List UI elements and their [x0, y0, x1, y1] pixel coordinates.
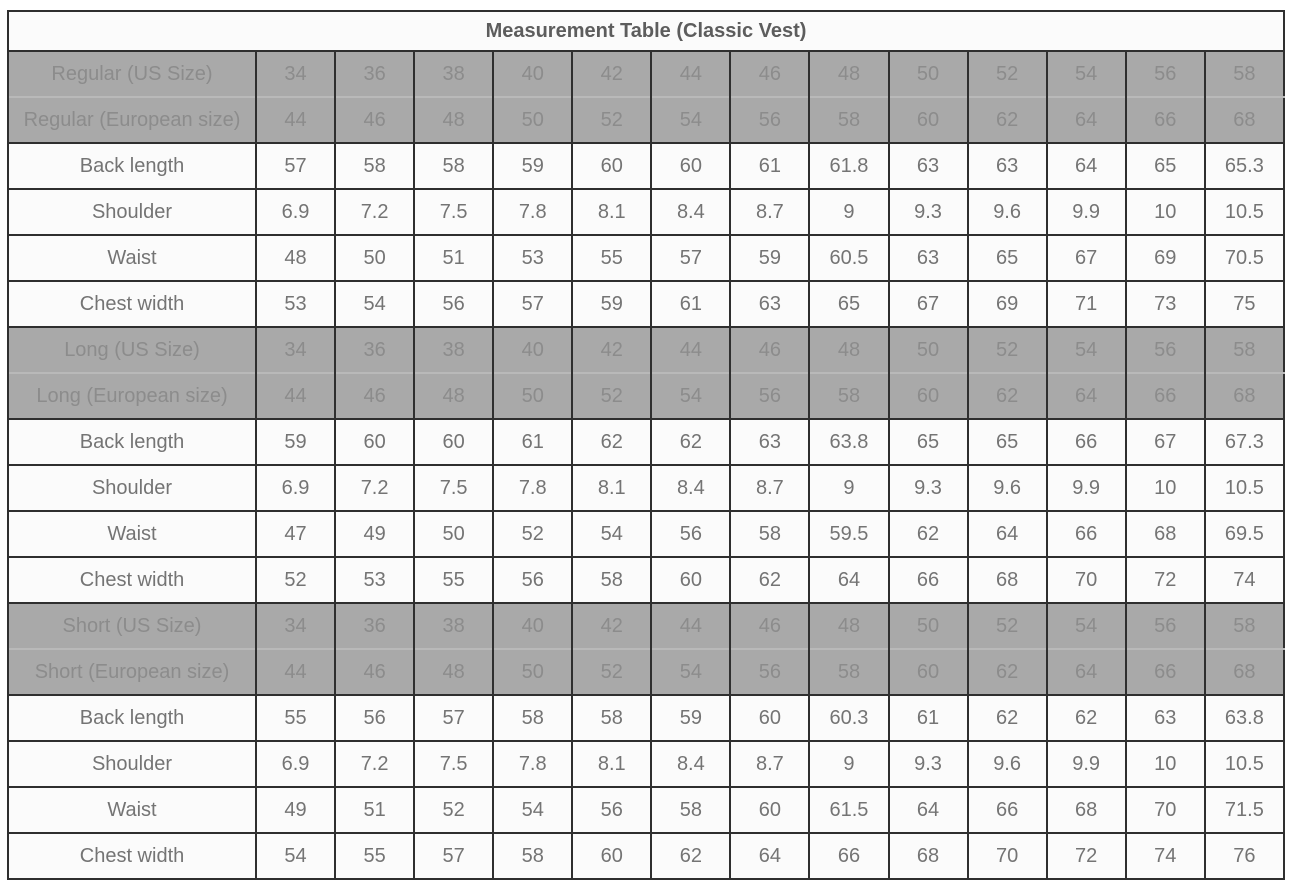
value-cell: 75 — [1205, 281, 1284, 327]
value-cell: 59.5 — [809, 511, 888, 557]
value-cell: 58 — [730, 511, 809, 557]
value-cell: 8.4 — [651, 465, 730, 511]
value-cell: 6.9 — [256, 741, 335, 787]
value-cell: 60 — [730, 695, 809, 741]
value-cell: 58 — [1205, 51, 1284, 97]
value-cell: 7.8 — [493, 189, 572, 235]
value-cell: 72 — [1047, 833, 1126, 879]
value-cell: 59 — [572, 281, 651, 327]
value-cell: 65 — [889, 419, 968, 465]
value-cell: 48 — [809, 327, 888, 373]
value-cell: 62 — [730, 557, 809, 603]
value-cell: 69 — [1126, 235, 1205, 281]
value-cell: 34 — [256, 603, 335, 649]
measurement-row — [8, 833, 1284, 879]
value-cell: 68 — [1205, 373, 1284, 419]
value-cell: 49 — [256, 787, 335, 833]
value-cell: 10.5 — [1205, 741, 1284, 787]
row-label-cell: Chest width — [8, 833, 256, 879]
size-header-row — [8, 327, 1284, 373]
row-label-cell: Shoulder — [8, 465, 256, 511]
value-cell: 52 — [493, 511, 572, 557]
measurement-row — [8, 235, 1284, 281]
measurement-row — [8, 511, 1284, 557]
size-header-row — [8, 97, 1284, 143]
value-cell: 56 — [730, 649, 809, 695]
value-cell: 64 — [889, 787, 968, 833]
value-cell: 10 — [1126, 741, 1205, 787]
value-cell: 50 — [889, 327, 968, 373]
table-title-row — [8, 11, 1284, 51]
value-cell: 51 — [335, 787, 414, 833]
value-cell: 65 — [968, 419, 1047, 465]
value-cell: 10 — [1126, 465, 1205, 511]
value-cell: 50 — [889, 603, 968, 649]
value-cell: 69 — [968, 281, 1047, 327]
value-cell: 63 — [889, 143, 968, 189]
value-cell: 54 — [572, 511, 651, 557]
value-cell: 7.5 — [414, 189, 493, 235]
measurement-row — [8, 143, 1284, 189]
measurement-row — [8, 787, 1284, 833]
value-cell: 52 — [968, 603, 1047, 649]
value-cell: 74 — [1126, 833, 1205, 879]
value-cell: 60 — [889, 373, 968, 419]
value-cell: 9 — [809, 189, 888, 235]
value-cell: 66 — [1126, 649, 1205, 695]
value-cell: 52 — [256, 557, 335, 603]
value-cell: 66 — [889, 557, 968, 603]
row-label-cell: Back length — [8, 143, 256, 189]
value-cell: 34 — [256, 327, 335, 373]
value-cell: 61.5 — [809, 787, 888, 833]
value-cell: 10.5 — [1205, 465, 1284, 511]
value-cell: 67.3 — [1205, 419, 1284, 465]
value-cell: 44 — [256, 373, 335, 419]
value-cell: 56 — [730, 97, 809, 143]
value-cell: 36 — [335, 51, 414, 97]
row-label-cell: Waist — [8, 235, 256, 281]
value-cell: 52 — [968, 51, 1047, 97]
value-cell: 8.7 — [730, 741, 809, 787]
value-cell: 9.3 — [889, 465, 968, 511]
value-cell: 47 — [256, 511, 335, 557]
value-cell: 60 — [414, 419, 493, 465]
value-cell: 54 — [651, 649, 730, 695]
value-cell: 62 — [968, 649, 1047, 695]
value-cell: 69.5 — [1205, 511, 1284, 557]
row-label-cell: Shoulder — [8, 189, 256, 235]
value-cell: 42 — [572, 327, 651, 373]
value-cell: 53 — [493, 235, 572, 281]
value-cell: 58 — [1205, 327, 1284, 373]
value-cell: 60 — [651, 557, 730, 603]
value-cell: 8.1 — [572, 741, 651, 787]
row-label-cell: Chest width — [8, 281, 256, 327]
value-cell: 50 — [493, 97, 572, 143]
value-cell: 42 — [572, 603, 651, 649]
value-cell: 63.8 — [809, 419, 888, 465]
value-cell: 55 — [414, 557, 493, 603]
value-cell: 56 — [1126, 327, 1205, 373]
value-cell: 56 — [414, 281, 493, 327]
value-cell: 7.2 — [335, 189, 414, 235]
value-cell: 8.7 — [730, 189, 809, 235]
value-cell: 44 — [651, 51, 730, 97]
value-cell: 44 — [256, 649, 335, 695]
value-cell: 58 — [809, 373, 888, 419]
value-cell: 57 — [493, 281, 572, 327]
value-cell: 62 — [968, 695, 1047, 741]
value-cell: 48 — [809, 603, 888, 649]
value-cell: 48 — [809, 51, 888, 97]
value-cell: 74 — [1205, 557, 1284, 603]
measurement-row — [8, 741, 1284, 787]
value-cell: 62 — [889, 511, 968, 557]
value-cell: 44 — [651, 603, 730, 649]
value-cell: 56 — [493, 557, 572, 603]
measurement-row — [8, 189, 1284, 235]
value-cell: 62 — [1047, 695, 1126, 741]
value-cell: 48 — [256, 235, 335, 281]
value-cell: 48 — [414, 373, 493, 419]
value-cell: 9.6 — [968, 189, 1047, 235]
value-cell: 9 — [809, 741, 888, 787]
value-cell: 68 — [1205, 649, 1284, 695]
value-cell: 50 — [493, 373, 572, 419]
size-header-row — [8, 649, 1284, 695]
measurement-row — [8, 557, 1284, 603]
measurement-table — [7, 10, 1285, 880]
value-cell: 64 — [1047, 143, 1126, 189]
value-cell: 60 — [335, 419, 414, 465]
value-cell: 61 — [889, 695, 968, 741]
value-cell: 68 — [889, 833, 968, 879]
value-cell: 61 — [493, 419, 572, 465]
value-cell: 64 — [1047, 373, 1126, 419]
value-cell: 54 — [1047, 327, 1126, 373]
value-cell: 62 — [968, 373, 1047, 419]
value-cell: 62 — [968, 97, 1047, 143]
value-cell: 56 — [651, 511, 730, 557]
measurement-row — [8, 695, 1284, 741]
value-cell: 9.9 — [1047, 189, 1126, 235]
value-cell: 6.9 — [256, 465, 335, 511]
value-cell: 70.5 — [1205, 235, 1284, 281]
value-cell: 64 — [1047, 97, 1126, 143]
size-header-row — [8, 51, 1284, 97]
value-cell: 72 — [1126, 557, 1205, 603]
value-cell: 57 — [651, 235, 730, 281]
value-cell: 76 — [1205, 833, 1284, 879]
value-cell: 46 — [335, 373, 414, 419]
value-cell: 44 — [651, 327, 730, 373]
value-cell: 46 — [730, 603, 809, 649]
value-cell: 60.5 — [809, 235, 888, 281]
value-cell: 52 — [572, 649, 651, 695]
value-cell: 67 — [889, 281, 968, 327]
value-cell: 66 — [1047, 511, 1126, 557]
value-cell: 61.8 — [809, 143, 888, 189]
value-cell: 40 — [493, 327, 572, 373]
value-cell: 59 — [256, 419, 335, 465]
value-cell: 70 — [1047, 557, 1126, 603]
value-cell: 46 — [335, 649, 414, 695]
row-label-cell: Back length — [8, 419, 256, 465]
value-cell: 65 — [1126, 143, 1205, 189]
value-cell: 68 — [1126, 511, 1205, 557]
value-cell: 60 — [572, 833, 651, 879]
value-cell: 60.3 — [809, 695, 888, 741]
value-cell: 7.2 — [335, 465, 414, 511]
value-cell: 7.8 — [493, 465, 572, 511]
value-cell: 54 — [651, 97, 730, 143]
value-cell: 54 — [335, 281, 414, 327]
value-cell: 68 — [1205, 97, 1284, 143]
value-cell: 7.5 — [414, 465, 493, 511]
value-cell: 61 — [651, 281, 730, 327]
row-label-cell: Regular (European size) — [8, 97, 256, 143]
value-cell: 38 — [414, 51, 493, 97]
value-cell: 52 — [968, 327, 1047, 373]
value-cell: 54 — [651, 373, 730, 419]
value-cell: 50 — [493, 649, 572, 695]
value-cell: 9.9 — [1047, 465, 1126, 511]
value-cell: 64 — [1047, 649, 1126, 695]
value-cell: 59 — [651, 695, 730, 741]
measurement-row — [8, 419, 1284, 465]
value-cell: 66 — [968, 787, 1047, 833]
value-cell: 56 — [1126, 51, 1205, 97]
row-label-cell: Chest width — [8, 557, 256, 603]
value-cell: 46 — [730, 327, 809, 373]
value-cell: 60 — [889, 97, 968, 143]
value-cell: 9 — [809, 465, 888, 511]
value-cell: 8.7 — [730, 465, 809, 511]
value-cell: 54 — [1047, 603, 1126, 649]
size-header-row — [8, 603, 1284, 649]
value-cell: 58 — [335, 143, 414, 189]
value-cell: 66 — [809, 833, 888, 879]
row-label-cell: Shoulder — [8, 741, 256, 787]
value-cell: 8.4 — [651, 741, 730, 787]
value-cell: 57 — [256, 143, 335, 189]
value-cell: 64 — [809, 557, 888, 603]
value-cell: 50 — [335, 235, 414, 281]
value-cell: 58 — [1205, 603, 1284, 649]
value-cell: 48 — [414, 649, 493, 695]
value-cell: 58 — [493, 695, 572, 741]
value-cell: 65 — [968, 235, 1047, 281]
value-cell: 68 — [968, 557, 1047, 603]
value-cell: 64 — [730, 833, 809, 879]
value-cell: 56 — [335, 695, 414, 741]
value-cell: 50 — [414, 511, 493, 557]
value-cell: 9.3 — [889, 189, 968, 235]
value-cell: 53 — [256, 281, 335, 327]
value-cell: 67 — [1047, 235, 1126, 281]
value-cell: 58 — [414, 143, 493, 189]
value-cell: 9.6 — [968, 465, 1047, 511]
value-cell: 48 — [414, 97, 493, 143]
row-label-cell: Waist — [8, 511, 256, 557]
value-cell: 59 — [730, 235, 809, 281]
value-cell: 46 — [730, 51, 809, 97]
value-cell: 52 — [414, 787, 493, 833]
value-cell: 60 — [889, 649, 968, 695]
value-cell: 66 — [1126, 373, 1205, 419]
value-cell: 7.5 — [414, 741, 493, 787]
value-cell: 58 — [572, 557, 651, 603]
value-cell: 60 — [651, 143, 730, 189]
row-label-cell: Long (European size) — [8, 373, 256, 419]
value-cell: 62 — [572, 419, 651, 465]
row-label-cell: Long (US Size) — [8, 327, 256, 373]
value-cell: 54 — [256, 833, 335, 879]
value-cell: 9.9 — [1047, 741, 1126, 787]
value-cell: 9.6 — [968, 741, 1047, 787]
value-cell: 63 — [730, 281, 809, 327]
value-cell: 67 — [1126, 419, 1205, 465]
value-cell: 59 — [493, 143, 572, 189]
value-cell: 65 — [809, 281, 888, 327]
value-cell: 56 — [1126, 603, 1205, 649]
value-cell: 7.2 — [335, 741, 414, 787]
value-cell: 8.1 — [572, 189, 651, 235]
value-cell: 61 — [730, 143, 809, 189]
value-cell: 50 — [889, 51, 968, 97]
value-cell: 9.3 — [889, 741, 968, 787]
value-cell: 64 — [968, 511, 1047, 557]
value-cell: 54 — [493, 787, 572, 833]
value-cell: 58 — [809, 97, 888, 143]
size-header-row — [8, 373, 1284, 419]
value-cell: 52 — [572, 97, 651, 143]
value-cell: 38 — [414, 327, 493, 373]
value-cell: 52 — [572, 373, 651, 419]
value-cell: 49 — [335, 511, 414, 557]
value-cell: 66 — [1126, 97, 1205, 143]
value-cell: 51 — [414, 235, 493, 281]
table-title: Measurement Table (Classic Vest) — [8, 11, 1284, 51]
value-cell: 38 — [414, 603, 493, 649]
value-cell: 63 — [889, 235, 968, 281]
value-cell: 10 — [1126, 189, 1205, 235]
value-cell: 54 — [1047, 51, 1126, 97]
value-cell: 56 — [730, 373, 809, 419]
value-cell: 58 — [651, 787, 730, 833]
measurement-row — [8, 465, 1284, 511]
value-cell: 70 — [1126, 787, 1205, 833]
value-cell: 34 — [256, 51, 335, 97]
value-cell: 70 — [968, 833, 1047, 879]
row-label-cell: Back length — [8, 695, 256, 741]
row-label-cell: Short (European size) — [8, 649, 256, 695]
value-cell: 58 — [493, 833, 572, 879]
value-cell: 57 — [414, 833, 493, 879]
row-label-cell: Short (US Size) — [8, 603, 256, 649]
value-cell: 40 — [493, 603, 572, 649]
value-cell: 60 — [730, 787, 809, 833]
value-cell: 55 — [256, 695, 335, 741]
value-cell: 57 — [414, 695, 493, 741]
value-cell: 36 — [335, 327, 414, 373]
measurement-table-body — [8, 11, 1284, 879]
value-cell: 46 — [335, 97, 414, 143]
value-cell: 58 — [809, 649, 888, 695]
value-cell: 73 — [1126, 281, 1205, 327]
value-cell: 8.1 — [572, 465, 651, 511]
value-cell: 58 — [572, 695, 651, 741]
value-cell: 68 — [1047, 787, 1126, 833]
value-cell: 44 — [256, 97, 335, 143]
value-cell: 56 — [572, 787, 651, 833]
value-cell: 63.8 — [1205, 695, 1284, 741]
value-cell: 55 — [572, 235, 651, 281]
value-cell: 7.8 — [493, 741, 572, 787]
value-cell: 8.4 — [651, 189, 730, 235]
value-cell: 66 — [1047, 419, 1126, 465]
value-cell: 53 — [335, 557, 414, 603]
value-cell: 60 — [572, 143, 651, 189]
measurement-row — [8, 281, 1284, 327]
row-label-cell: Waist — [8, 787, 256, 833]
value-cell: 55 — [335, 833, 414, 879]
row-label-cell: Regular (US Size) — [8, 51, 256, 97]
value-cell: 63 — [968, 143, 1047, 189]
value-cell: 62 — [651, 419, 730, 465]
value-cell: 71 — [1047, 281, 1126, 327]
value-cell: 6.9 — [256, 189, 335, 235]
value-cell: 36 — [335, 603, 414, 649]
value-cell: 42 — [572, 51, 651, 97]
value-cell: 65.3 — [1205, 143, 1284, 189]
value-cell: 40 — [493, 51, 572, 97]
value-cell: 63 — [730, 419, 809, 465]
value-cell: 62 — [651, 833, 730, 879]
value-cell: 10.5 — [1205, 189, 1284, 235]
value-cell: 71.5 — [1205, 787, 1284, 833]
value-cell: 63 — [1126, 695, 1205, 741]
